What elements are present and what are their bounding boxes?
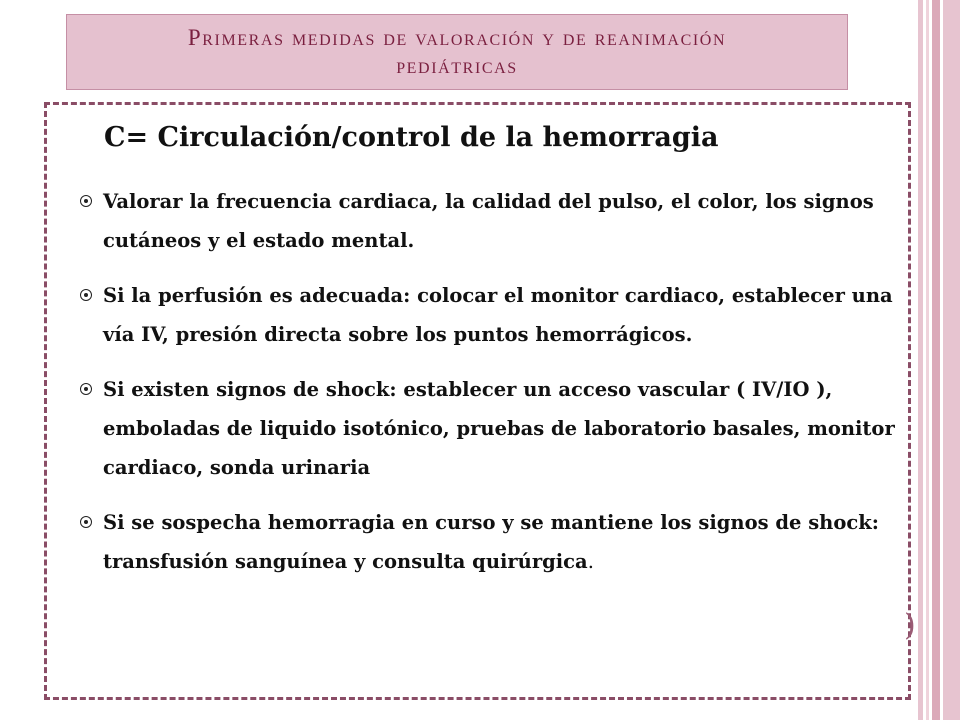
bullet-list — [78, 182, 903, 597]
edge-stripe-4 — [943, 0, 960, 720]
circle-dot-bullet-icon — [80, 383, 92, 395]
slide-title-line-1: Primeras medidas de valoración y de reanimación — [187, 25, 727, 50]
slide-title — [66, 14, 848, 90]
edge-stripe-3 — [932, 0, 940, 720]
circle-dot-bullet-icon — [80, 289, 92, 301]
bullet-text: Si la perfusión es adecuada: colocar el monitor cardiaco, establecer una vía IV, presión directa sobre los puntos hemorrágicos. — [103, 284, 893, 346]
edge-stripe-1 — [918, 0, 923, 720]
bullet-item — [78, 276, 903, 354]
edge-stripe-2 — [926, 0, 929, 720]
bullet-item — [78, 503, 903, 581]
bullet-item — [78, 182, 903, 260]
bullet-text: Valorar la frecuencia cardiaca, la calidad del pulso, el color, los signos cutáneos y el estado mental. — [103, 190, 874, 252]
bullet-item — [78, 370, 903, 487]
circle-dot-bullet-icon — [80, 516, 92, 528]
bullet-text: Si existen signos de shock: establecer un acceso vascular ( IV/IO ), emboladas de liquido isotónico, pruebas de laboratorio basales, monitor cardiaco, sonda urinaria — [103, 378, 895, 479]
slide-title-line-2: pediátricas — [396, 53, 518, 78]
circle-dot-bullet-icon — [80, 195, 92, 207]
stray-parenthesis: ) — [904, 608, 916, 643]
bullet-text: Si se sospecha hemorragia en curso y se mantiene los signos de shock: transfusión sanguínea y consulta quirúrgica. — [103, 511, 879, 573]
slide-subheading: C= Circulación/control de la hemorragia — [104, 122, 719, 153]
